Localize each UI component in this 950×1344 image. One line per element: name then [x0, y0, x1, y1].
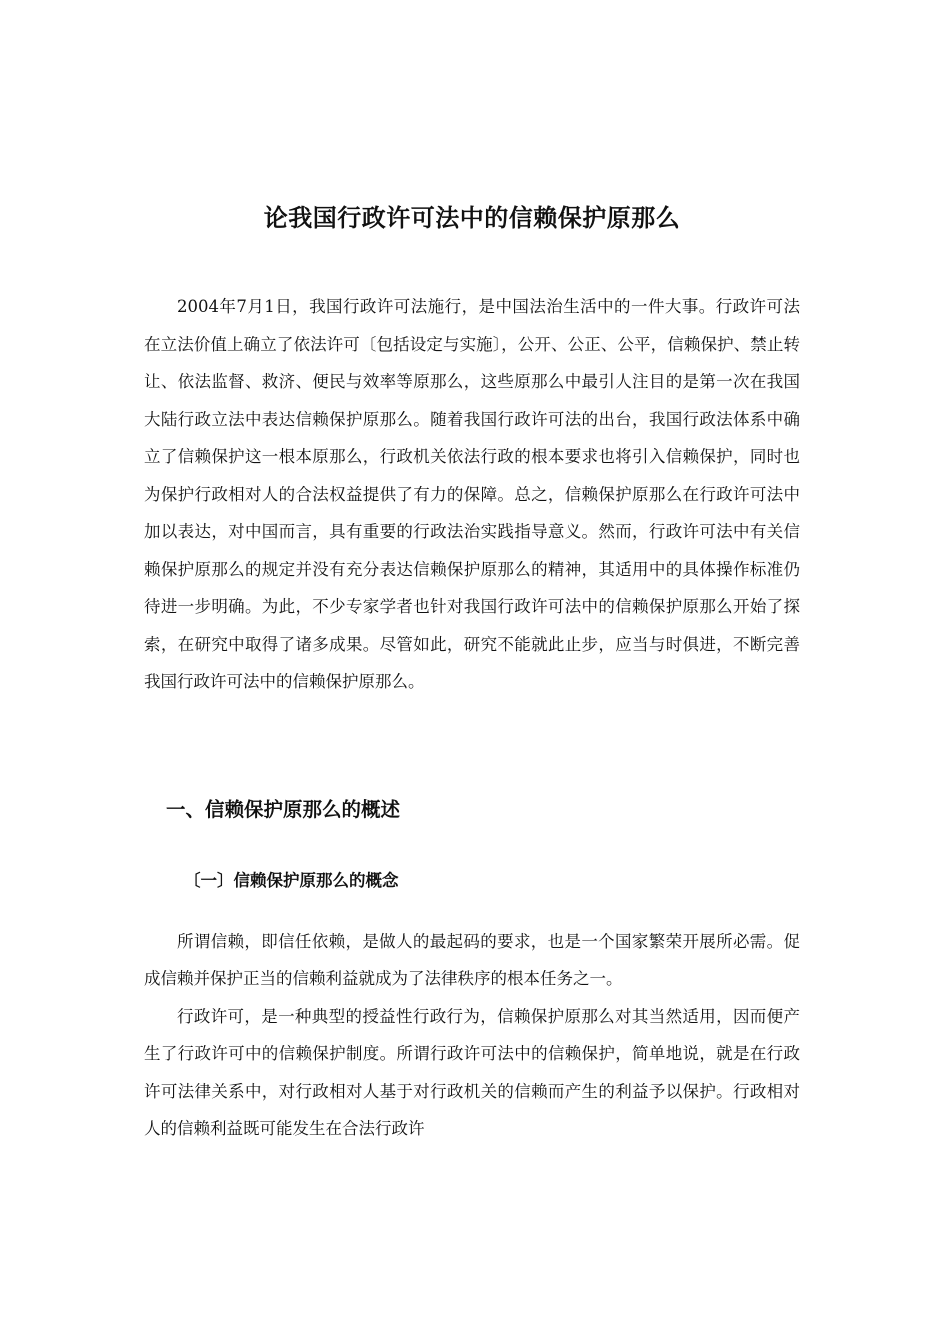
- subsection-heading: 〔一〕信赖保护原那么的概念: [184, 870, 399, 890]
- document-title: 论我国行政许可法中的信赖保护原那么: [263, 204, 681, 232]
- intro-paragraph: 2004年7月1日，我国行政许可法施行，是中国法治生活中的一件大事。行政许可法在立法价值上确立了依法许可〔包括设定与实施〕，公开、公正、公平，信赖保护、禁止转让、依法监督、救济、便民与效率等原那么，这些原那么中最引人注目的是第一次在我国大陆行政立法中表达信赖保护原那么。随着我国行政许可法的出台，我国行政法体系中确立了信赖保护这一根本原那么，行政机关依法行政的根本要求也将引入信赖保护，同时也为保护行政相对人的合法权益提供了有力的保障。总之，信赖保护原那么在行政许可法中加以表达，对中国而言，具有重要的行政法治实践指导意义。然而，行政许可法中有关信赖保护原那么的规定并没有充分表达信赖保护原那么的精神，其适用中的具体操作标准仍待进一步明确。为此，不少专家学者也针对我国行政许可法中的信赖保护原那么开始了探索，在研究中取得了诸多成果。尽管如此，研究不能就此止步，应当与时俱进，不断完善我国行政许可法中的信赖保护原那么。: [144, 297, 800, 691]
- section-heading: 一、信赖保护原那么的概述: [166, 797, 401, 821]
- body-paragraph-trust: 所谓信赖，即信任依赖，是做人的最起码的要求，也是一个国家繁荣开展所必需。促成信赖并保护正当的信赖利益就成为了法律秩序的根本任务之一。: [144, 931, 800, 988]
- body-paragraph-license: 行政许可，是一种典型的授益性行政行为，信赖保护原那么对其当然适用，因而便产生了行政许可中的信赖保护制度。所谓行政许可法中的信赖保护，简单地说，就是在行政许可法律关系中，对行政相对人基于对行政机关的信赖而产生的利益予以保护。行政相对人的信赖利益既可能发生在合法行政许: [144, 1006, 800, 1138]
